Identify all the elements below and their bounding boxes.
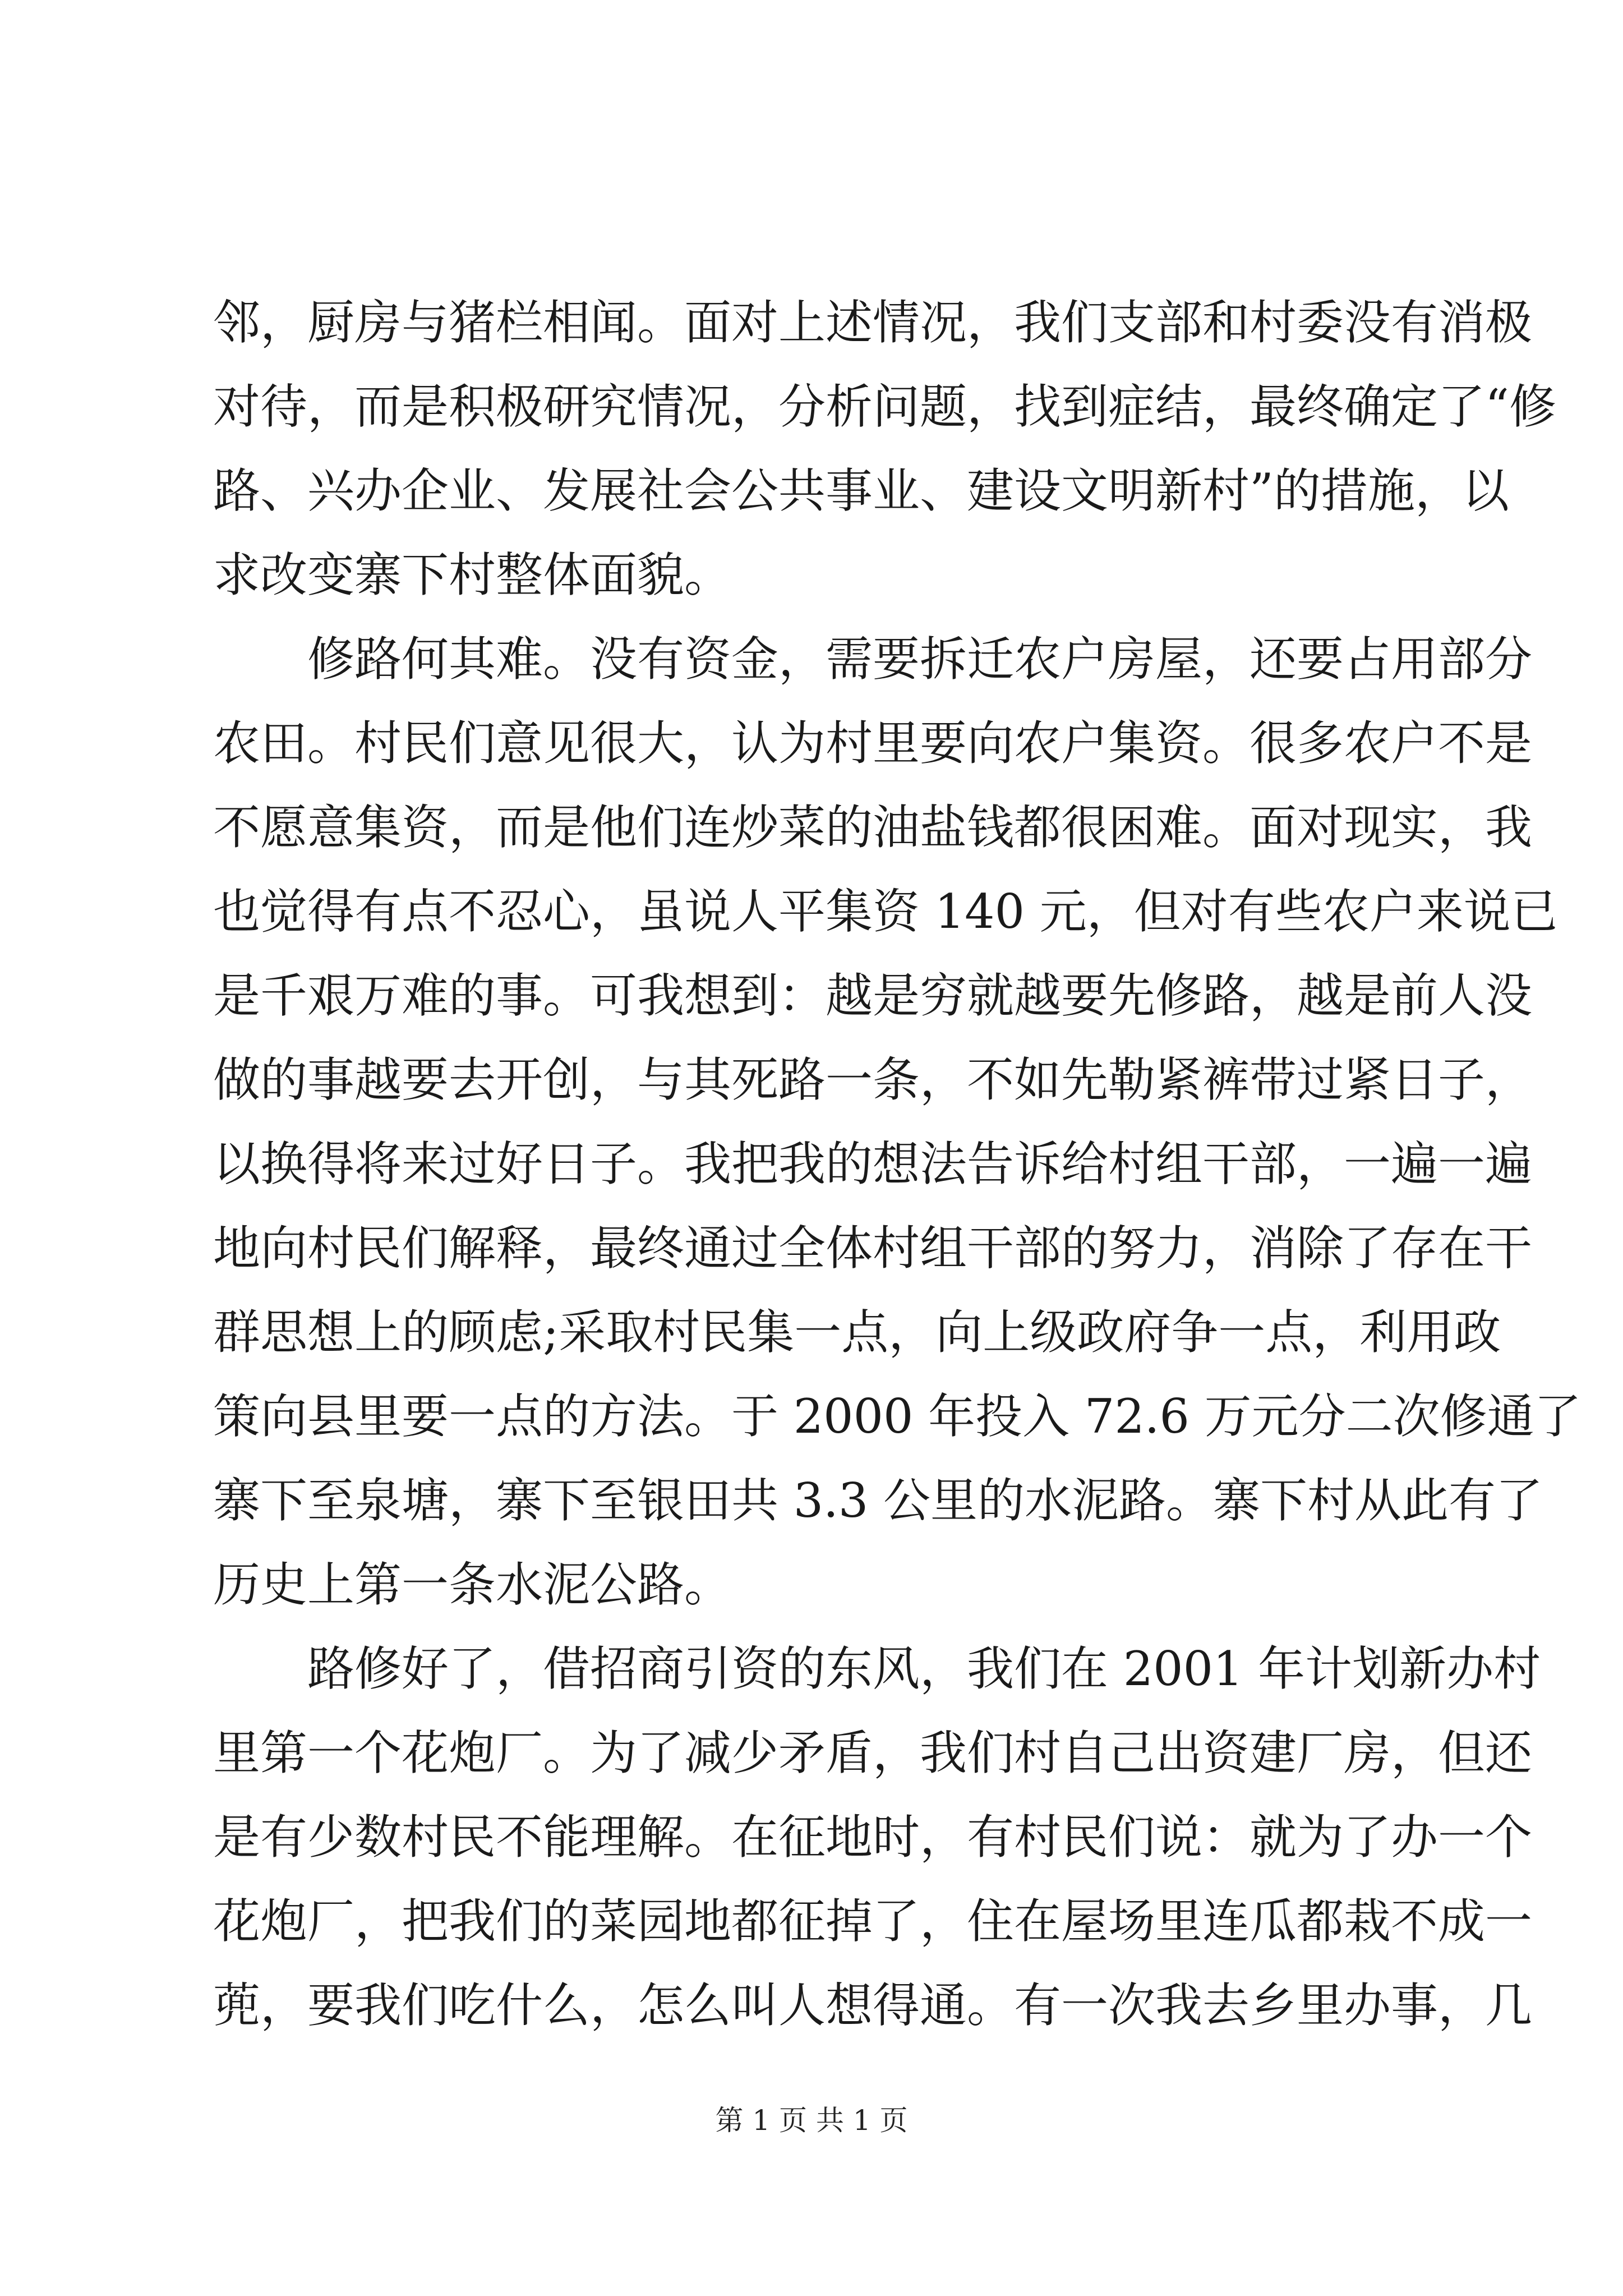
page-number-footer: 第 1 页 共 1 页	[715, 2104, 908, 2137]
paragraph-2-line-12: 历史上第一条水泥公路。	[213, 1557, 732, 1612]
paragraph-2-line-7: 以换得将来过好日子。我把我的想法告诉给村组干部，一遍一遍	[213, 1137, 1533, 1191]
paragraph-2-line-6: 做的事越要去开创，与其死路一条，不如先勒紧裤带过紧日子，	[213, 1052, 1533, 1107]
paragraph-2-line-4: 也觉得有点不忍心，虽说人平集资 140 元，但对有些农户来说已	[213, 884, 1558, 939]
paragraph-2-line-3: 不愿意集资，而是他们连炒菜的油盐钱都很困难。面对现实，我	[213, 800, 1533, 855]
paragraph-2-line-10: 策向县里要一点的方法。于 2000 年投入 72.6 万元分二次修通了	[213, 1389, 1581, 1444]
paragraph-2-line-11: 寨下至泉塘，寨下至银田共 3.3 公里的水泥路。寨下村从此有了	[213, 1473, 1543, 1528]
paragraph-3-line-3: 是有少数村民不能理解。在征地时，有村民们说：就为了办一个	[213, 1810, 1533, 1865]
paragraph-1-line-4: 求改变寨下村整体面貌。	[213, 547, 732, 602]
paragraph-1-line-3: 路、兴办企业、发展社会公共事业、建设文明新村”的措施，以	[213, 463, 1509, 518]
paragraph-2-line-9: 群思想上的顾虑;采取村民集一点，向上级政府争一点，利用政	[213, 1305, 1501, 1360]
paragraph-2-line-2: 农田。村民们意见很大，认为村里要向农户集资。很多农户不是	[213, 716, 1533, 771]
paragraph-3-line-4: 花炮厂，把我们的菜园地都征掉了，住在屋场里连瓜都栽不成一	[213, 1894, 1533, 1949]
paragraph-3-line-1: 路修好了，借招商引资的东风，我们在 2001 年计划新办村	[307, 1641, 1541, 1696]
paragraph-1-line-2: 对待，而是积极研究情况，分析问题，找到症结，最终确定了“修	[213, 379, 1556, 434]
paragraph-2-line-8: 地向村民们解释，最终通过全体村组干部的努力，消除了存在干	[213, 1221, 1533, 1276]
paragraph-2-line-5: 是千艰万难的事。可我想到：越是穷就越要先修路，越是前人没	[213, 968, 1533, 1023]
paragraph-2-line-1: 修路何其难。没有资金，需要拆迁农户房屋，还要占用部分	[307, 632, 1533, 687]
paragraph-3-line-5: 蔸，要我们吃什么，怎么叫人想得通。有一次我去乡里办事，几	[213, 1978, 1533, 2033]
paragraph-1-line-1: 邻，厨房与猪栏相闻。面对上述情况，我们支部和村委没有消极	[213, 295, 1533, 350]
paragraph-3-line-2: 里第一个花炮厂。为了减少矛盾，我们村自己出资建厂房，但还	[213, 1726, 1533, 1780]
